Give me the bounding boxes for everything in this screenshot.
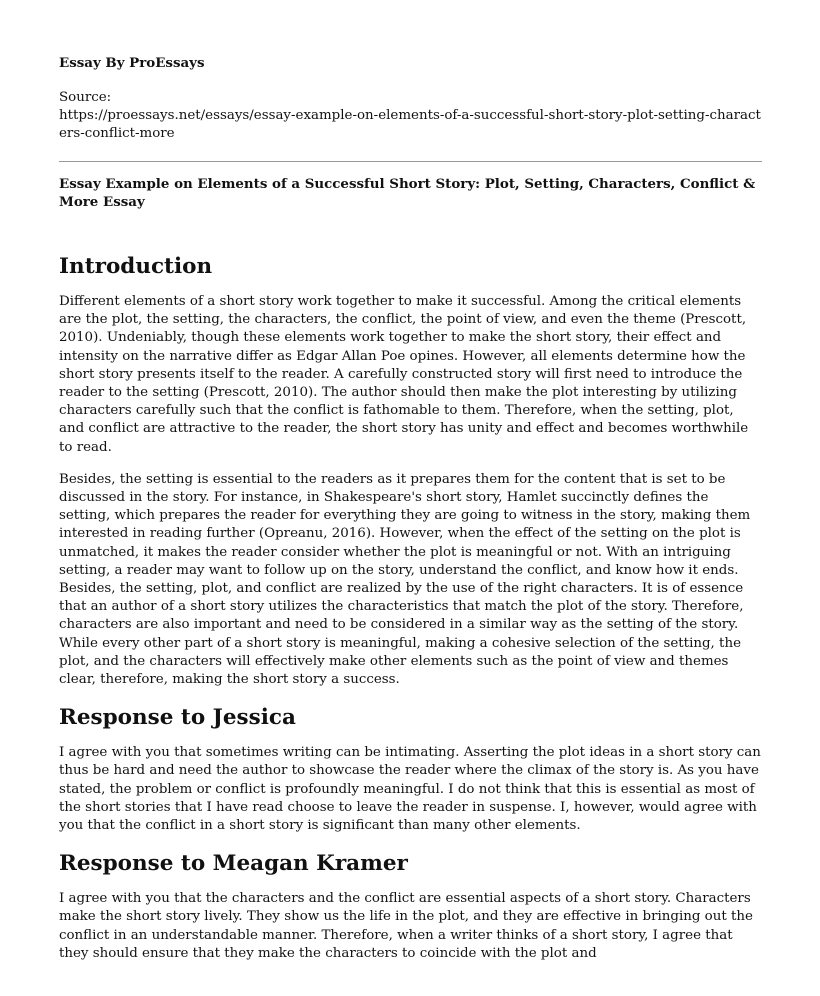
paragraph: I agree with you that the characters and the conflict are essential aspects of a short story. Characters make the short story lively. They show us the life in the plot, and they are effective in bringing out the conflict in an understandable manner. Therefore, when a writer thinks of a short story, I agree that they should ensure that they make the characters to coincide with the plot and: [59, 891, 753, 961]
source-url[interactable]: https://proessays.net/essays/essay-example-on-elements-of-a-successful-short-story-plot-setting-characters-conflict-more: [59, 108, 761, 141]
divider: [59, 161, 762, 162]
paragraph: Besides, the setting is essential to the readers as it prepares them for the content that is set to be discussed in the story. For instance, in Shakespeare's short story, Hamlet succinctly defines the setting, which prepares the reader for everything they are going to witness in the story, making them interested in reading further (Opreanu, 2016). However, when the effect of the setting on the plot is unmatched, it makes the reader consider whether the plot is meaningful or not. With an intriguing setting, a reader may want to follow up on the story, understand the conflict, and know how it ends. Besides, the setting, plot, and conflict are realized by the use of the right characters. It is of essence that an author of a short story utilizes the characteristics that match the plot of the story. Therefore, characters are also important and need to be considered in a similar way as the setting of the story. While every other part of a short story is meaningful, making a cohesive selection of the setting, the plot, and the characters will effectively make other elements such as the point of view and themes clear, therefore, making the short story a success.: [59, 471, 751, 688]
essay-body: [59, 248, 763, 977]
essay-title: Essay Example on Elements of a Successful Short Story: Plot, Setting, Characters, Conflict & More Essay: [59, 176, 756, 210]
paragraph: I agree with you that sometimes writing can be intimating. Asserting the plot ideas in a short story can thus be hard and need the author to showcase the reader where the climax of the story is. As you have stated, the problem or conflict is profoundly meaningful. I do not think that this is essential as most of the short stories that I have read choose to leave the reader in suspense. I, however, would agree with you that the conflict in a short story is significant than many other elements.: [59, 745, 761, 834]
section-heading-response-meagan: Response to Meagan Kramer: [59, 851, 408, 877]
section-heading-response-jessica: Response to Jessica: [59, 705, 296, 731]
section-heading-introduction: Introduction: [59, 254, 213, 279]
byline: Essay By ProEssays: [59, 55, 205, 71]
source-label: Source:: [59, 90, 112, 105]
source-block: [59, 89, 763, 143]
paragraph: Different elements of a short story work together to make it successful. Among the critical elements are the plot, the setting, the characters, the conflict, the point of view, and even the theme (Prescott, 2010). Undeniably, though these elements work together to make the short story, their effect and intensity on the narrative differ as Edgar Allan Poe opines. However, all elements determine how the short story presents itself to the reader. A carefully constructed story will first need to introduce the reader to the setting (Prescott, 2010). The author should then make the plot interesting by utilizing characters carefully such that the conflict is fathomable to them. Therefore, when the setting, plot, and conflict are attractive to the reader, the short story has unity and effect and becomes worthwhile to read.: [59, 294, 749, 455]
